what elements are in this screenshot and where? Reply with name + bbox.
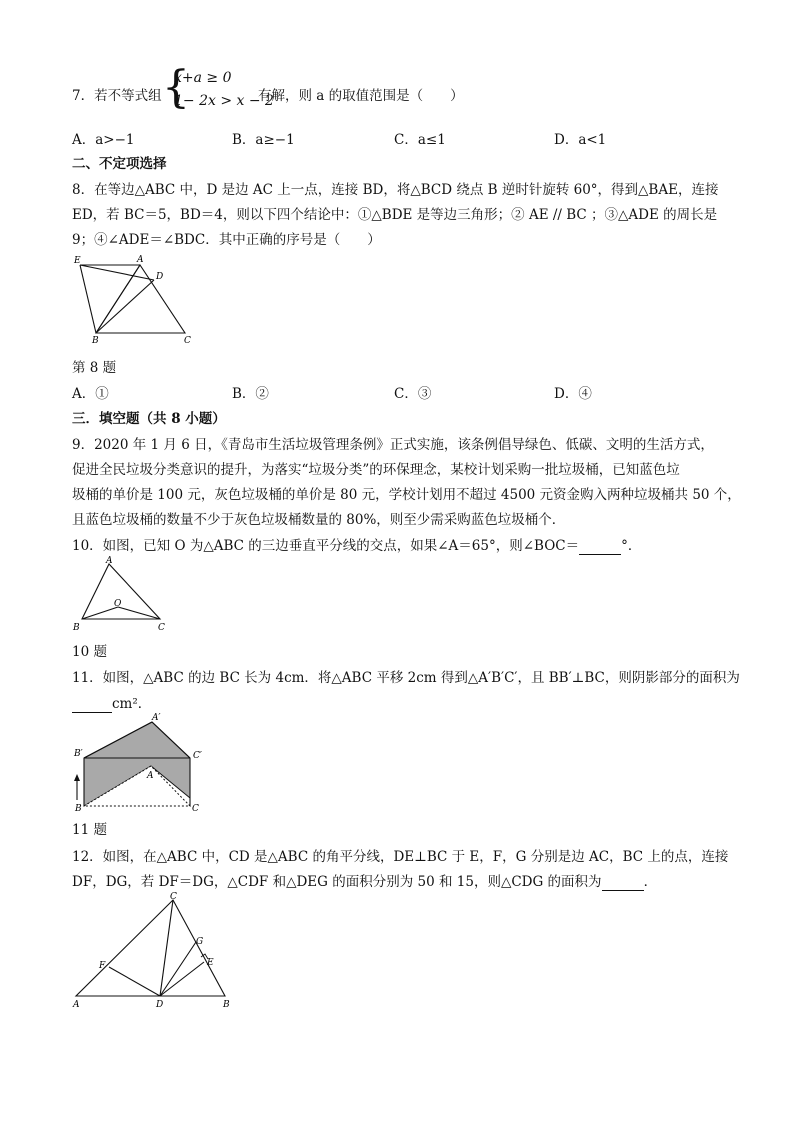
q7-suffix: 有解，则 a 的取值范围是（ ） bbox=[258, 88, 464, 104]
q10-point-O: O bbox=[114, 599, 122, 609]
q8-option-a: A．① bbox=[72, 386, 109, 402]
q11-point-C-prime: C′ bbox=[193, 751, 202, 761]
q12-point-E: E bbox=[207, 958, 214, 968]
q10-text-after: °． bbox=[621, 538, 642, 554]
q12-point-B: B bbox=[223, 1000, 230, 1010]
q8-line-3: 9；④∠ADE＝∠BDC．其中正确的序号是（ ） bbox=[72, 232, 381, 248]
section-heading-2: 二、不定项选择 bbox=[72, 156, 167, 172]
q8-option-d: D．④ bbox=[554, 386, 592, 402]
q12-point-F: F bbox=[99, 961, 106, 971]
q12-point-C: C bbox=[170, 892, 177, 902]
q11-unit: cm²． bbox=[112, 696, 152, 712]
q9-line-2: 促进全民垃圾分类意识的提升，为落实“垃圾分类”的环保理念，某校计划采购一批垃圾桶，已知蓝色垃 bbox=[72, 462, 680, 478]
q10-figure bbox=[70, 556, 170, 634]
q11-caption: 11 题 bbox=[72, 822, 107, 838]
q8-point-D: D bbox=[156, 272, 164, 282]
q12-line-2 bbox=[72, 870, 657, 891]
q7-option-b: B．a≥−1 bbox=[232, 132, 295, 148]
q11-point-A: A bbox=[147, 771, 154, 781]
q11-line-2 bbox=[72, 692, 151, 713]
q8-option-b: B．② bbox=[232, 386, 269, 402]
section-heading-3: 三．填空题（共 8 小题） bbox=[72, 411, 226, 427]
q8-point-E: E bbox=[74, 256, 81, 266]
q10-caption: 10 题 bbox=[72, 644, 107, 660]
q12-line-2-before: DF，DG，若 DF＝DG，△CDF 和△DEG 的面积分别为 50 和 15，则△CDG 的面积为 bbox=[72, 874, 602, 890]
q12-line-1: 12．如图，在△ABC 中，CD 是△ABC 的角平分线，DE⊥BC 于 E，F，G 分别是边 AC，BC 上的点，连接 bbox=[72, 849, 729, 865]
q8-option-c: C．③ bbox=[394, 386, 432, 402]
q7-inequality-1: x+a ≥ 0 bbox=[174, 70, 232, 86]
q12-figure bbox=[70, 890, 240, 1010]
q10-text bbox=[72, 534, 641, 555]
q8-point-A: A bbox=[137, 255, 144, 265]
q9-line-1: 9．2020 年 1 月 6 日，《青岛市生活垃圾管理条例》正式实施，该条例倡导绿色、低碳、文明的生活方式， bbox=[72, 437, 714, 453]
q8-caption: 第 8 题 bbox=[72, 360, 117, 376]
q12-point-A: A bbox=[73, 1000, 80, 1010]
q11-point-C: C bbox=[192, 804, 199, 812]
q11-point-B-prime: B′ bbox=[74, 749, 83, 759]
q8-point-B: B bbox=[92, 336, 99, 344]
q8-line-2: ED，若 BC＝5，BD＝4，则以下四个结论中：①△BDE 是等边三角形；② AE // BC ；③△ADE 的周长是 bbox=[72, 207, 718, 223]
q10-text-before: 10．如图，已知 O 为△ABC 的三边垂直平分线的交点，如果∠A＝65°，则∠BOC＝ bbox=[72, 538, 580, 554]
q11-line-1: 11．如图，△ABC 的边 BC 长为 4cm．将△ABC 平移 2cm 得到△A′B′C′，且 BB′⊥BC，则阴影部分的面积为 bbox=[72, 670, 740, 686]
q12-answer-blank[interactable] bbox=[602, 874, 644, 891]
q10-point-B: B bbox=[73, 623, 80, 633]
q10-point-A: A bbox=[106, 556, 113, 566]
q7-prefix: 7．若不等式组 bbox=[72, 88, 162, 104]
q11-figure bbox=[68, 712, 208, 812]
system-brace: { bbox=[162, 62, 190, 113]
q8-line-1: 8．在等边△ABC 中，D 是边 AC 上一点，连接 BD，将△BCD 绕点 B 逆时针旋转 60°，得到△BAE，连接 bbox=[72, 182, 719, 198]
q11-point-A-prime: A′ bbox=[152, 713, 161, 723]
q7-option-c: C．a≤1 bbox=[394, 132, 446, 148]
q12-line-2-after: ． bbox=[643, 874, 658, 890]
q9-line-3: 圾桶的单价是 100 元，灰色垃圾桶的单价是 80 元，学校计划用不超过 4500 元资金购入两种垃圾桶共 50 个， bbox=[72, 487, 741, 503]
q8-figure bbox=[70, 254, 200, 344]
q7-option-d: D．a<1 bbox=[554, 132, 607, 148]
q10-answer-blank[interactable] bbox=[579, 538, 621, 555]
q7-option-a: A．a>−1 bbox=[72, 132, 135, 148]
q10-point-C: C bbox=[158, 623, 165, 633]
q12-point-D: D bbox=[156, 1000, 164, 1010]
q12-point-G: G bbox=[196, 937, 204, 947]
q7-inequality-2: 1− 2x > x − 2 bbox=[174, 93, 274, 109]
q8-point-C: C bbox=[184, 336, 191, 344]
q11-answer-blank[interactable] bbox=[72, 696, 112, 713]
q11-point-B: B bbox=[75, 804, 82, 812]
q9-line-4: 且蓝色垃圾桶的数量不少于灰色垃圾桶数量的 80%，则至少需采购蓝色垃圾桶个． bbox=[72, 512, 566, 528]
